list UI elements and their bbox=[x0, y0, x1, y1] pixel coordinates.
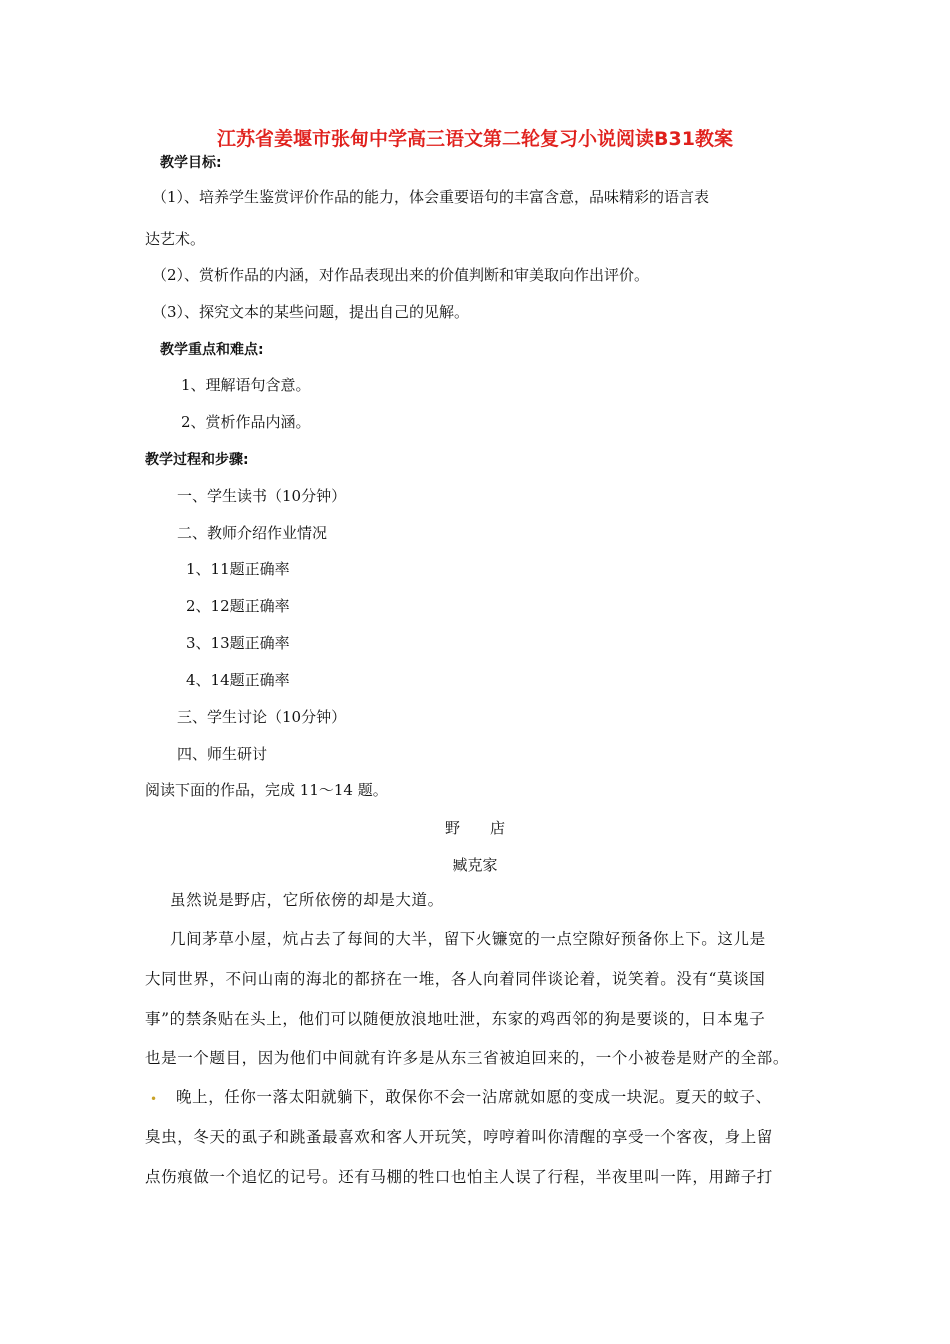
key-point-item: 2、赏析作品内涵。 bbox=[181, 413, 311, 431]
objective-item: （3）、探究文本的某些问题，提出自己的见解。 bbox=[152, 303, 470, 321]
process-item: 一、学生读书（10分钟） bbox=[177, 487, 347, 505]
document-title: 江苏省姜堰市张甸中学高三语文第二轮复习小说阅读B31教案 bbox=[217, 128, 733, 150]
process-heading: 教学过程和步骤: bbox=[145, 452, 249, 468]
story-line: 大同世界，不问山南的海北的都挤在一堆，各人向着同伴谈论着，说笑着。没有“莫谈国 bbox=[145, 970, 766, 988]
objective-item: 达艺术。 bbox=[145, 230, 206, 248]
process-item: 四、师生研讨 bbox=[177, 745, 268, 763]
story-line: 臭虫，冬天的虱子和跳蚤最喜欢和客人开玩笑，哼哼着叫你清醒的享受一个客夜，身上留 bbox=[145, 1128, 773, 1146]
process-item: 2、12题正确率 bbox=[186, 597, 290, 615]
objectives-heading: 教学目标: bbox=[160, 155, 222, 171]
story-line: 几间茅草小屋，炕占去了每间的大半，留下火镰宽的一点空隙好预备你上下。这儿是 bbox=[170, 930, 766, 948]
story-line: 也是一个题目，因为他们中间就有许多是从东三省被迫回来的，一个小被卷是财产的全部。 bbox=[145, 1049, 790, 1067]
highlight-dot-marker: • bbox=[150, 1092, 158, 1106]
story-line: 晚上，任你一落太阳就躺下，敢保你不会一沾席就如愿的变成一块泥。夏天的蚊子、 bbox=[176, 1088, 772, 1106]
objective-item: （2）、赏析作品的内涵，对作品表现出来的价值判断和审美取向作出评价。 bbox=[152, 266, 650, 284]
process-item: 4、14题正确率 bbox=[186, 671, 290, 689]
story-line: 虽然说是野店，它所依傍的却是大道。 bbox=[170, 891, 444, 909]
process-item: 二、教师介绍作业情况 bbox=[177, 524, 328, 542]
story-author: 臧克家 bbox=[452, 856, 498, 874]
objective-item: （1）、培养学生鉴赏评价作品的能力，体会重要语句的丰富含意，品味精彩的语言表 bbox=[152, 188, 710, 206]
reading-instruction: 阅读下面的作品，完成 11～14 题。 bbox=[145, 781, 388, 799]
story-line: 点伤痕做一个追忆的记号。还有马棚的牲口也怕主人误了行程，半夜里叫一阵，用蹄子打 bbox=[145, 1168, 773, 1186]
story-line: 事”的禁条贴在头上，他们可以随便放浪地吐泄，东家的鸡西邻的狗是要谈的，日本鬼子 bbox=[145, 1010, 766, 1028]
story-title: 野 店 bbox=[444, 819, 505, 837]
key-points-heading: 教学重点和难点: bbox=[160, 342, 264, 358]
key-point-item: 1、理解语句含意。 bbox=[181, 376, 311, 394]
process-item: 3、13题正确率 bbox=[186, 634, 290, 652]
process-item: 三、学生讨论（10分钟） bbox=[177, 708, 347, 726]
process-item: 1、11题正确率 bbox=[186, 560, 290, 578]
